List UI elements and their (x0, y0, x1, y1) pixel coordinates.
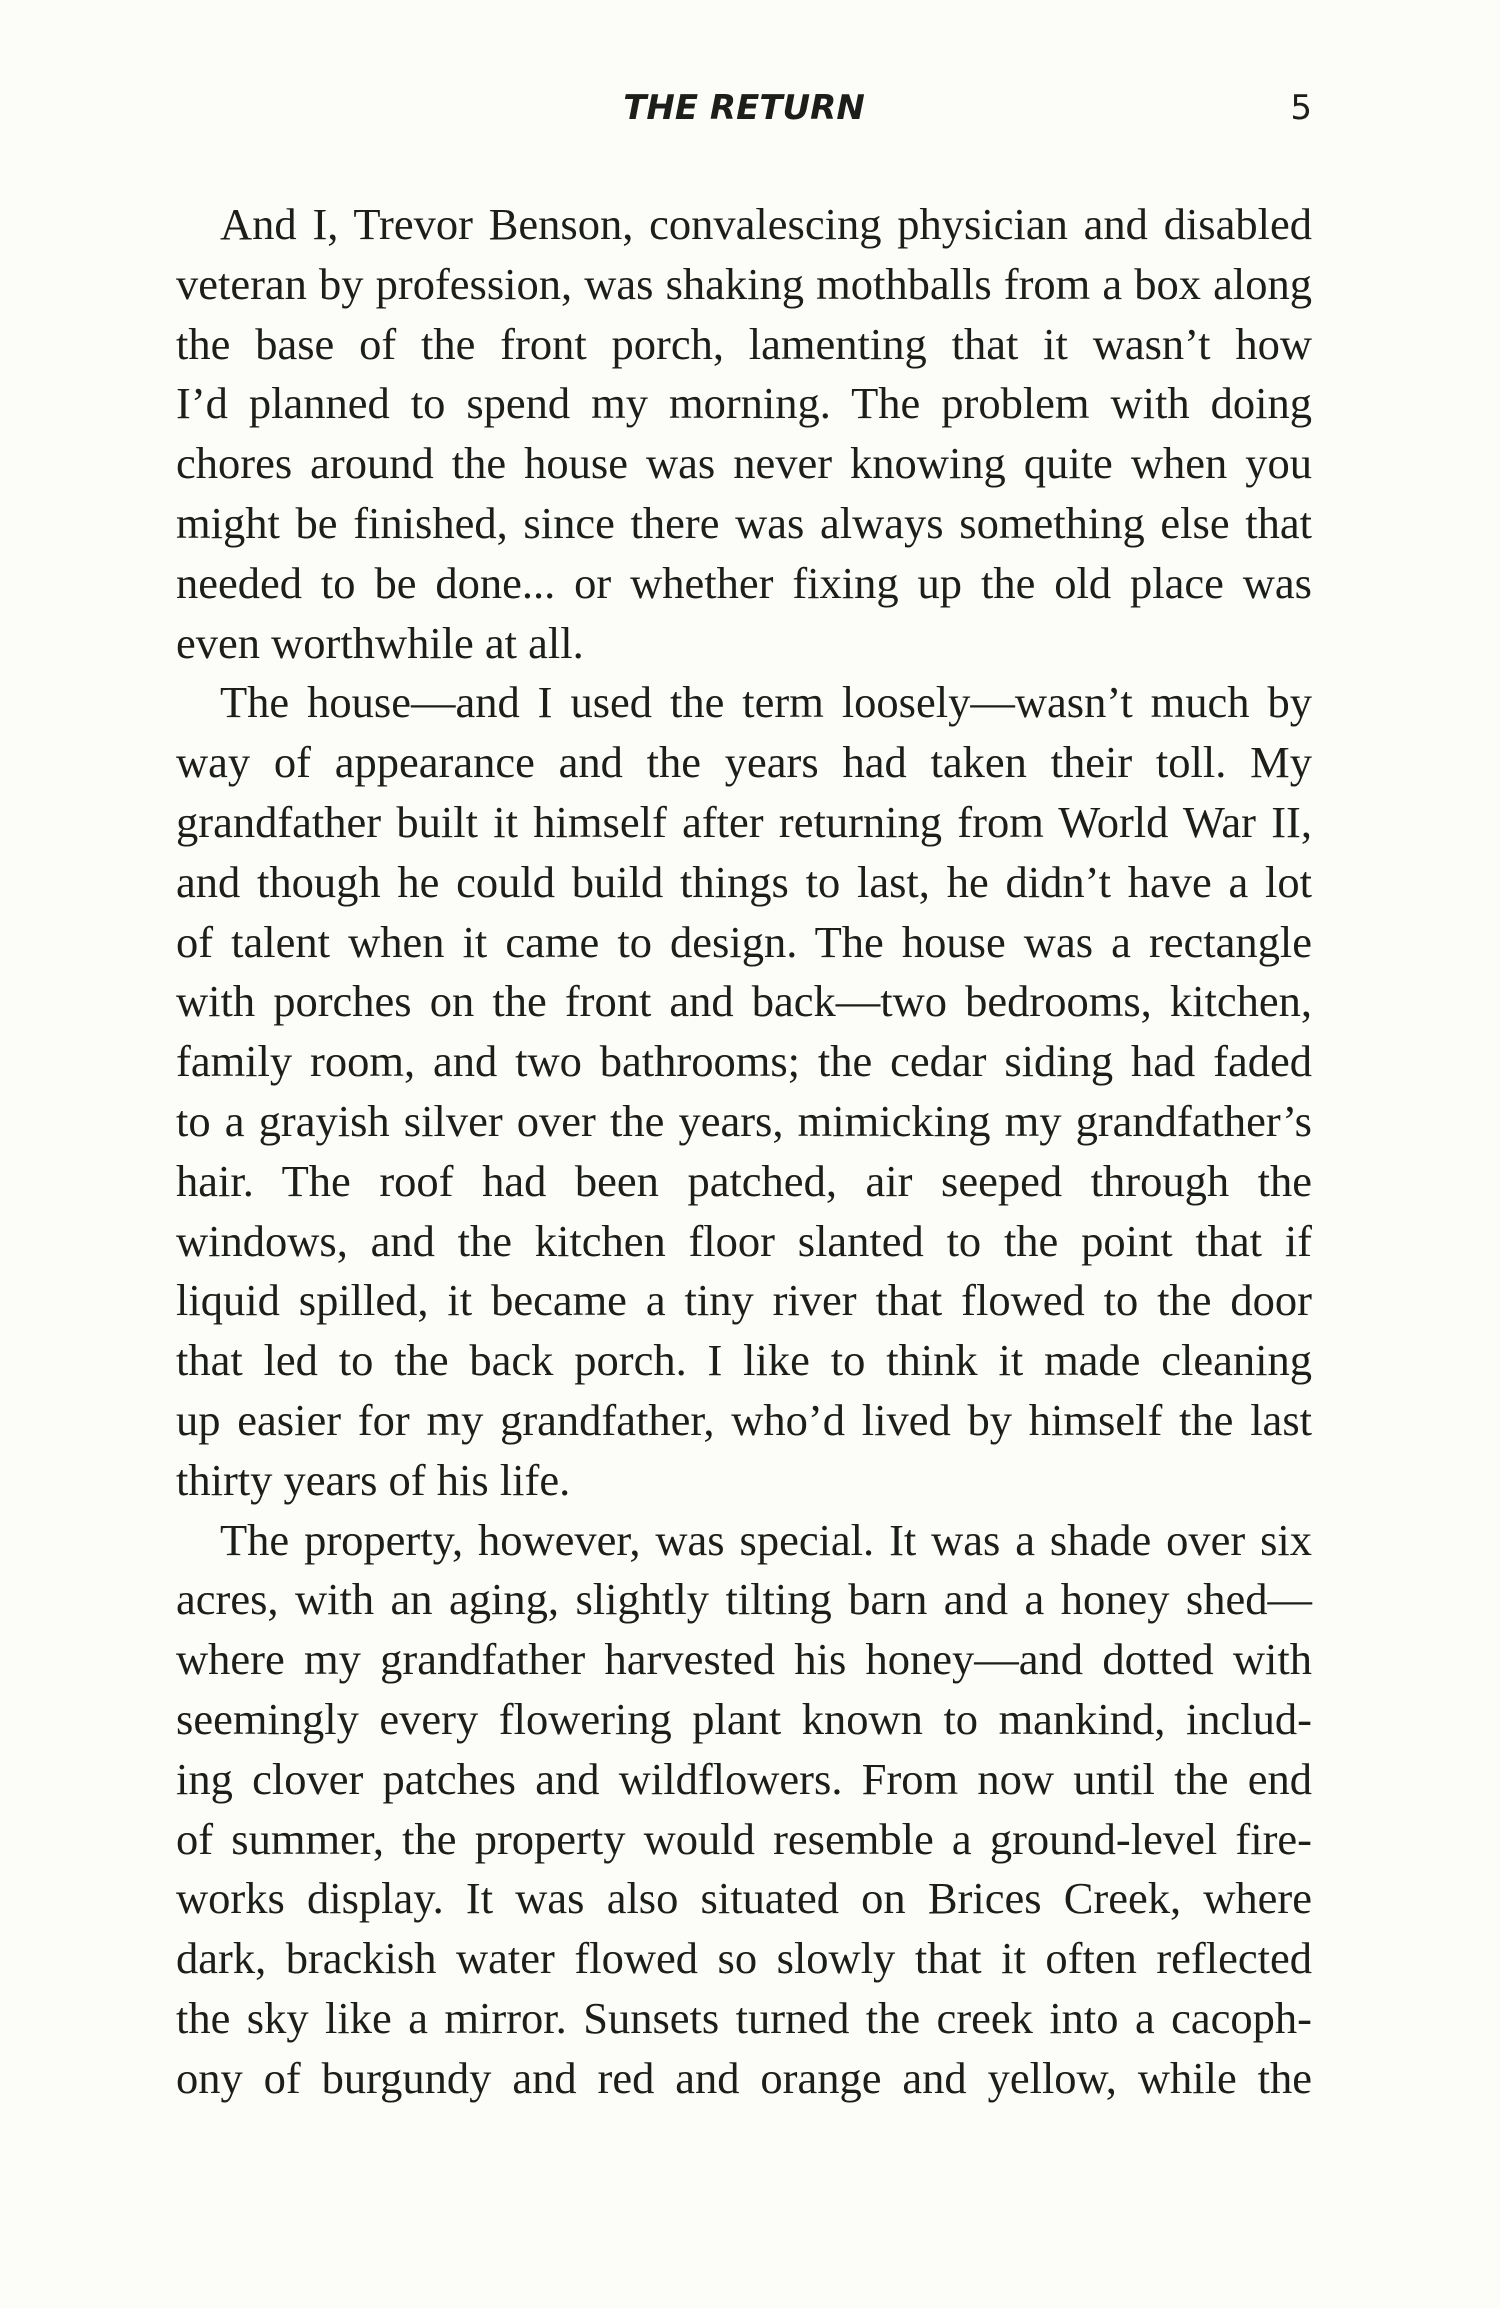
text-line: and though he could build things to last, he didn’t have a lot (176, 856, 1312, 907)
text-line: up easier for my grandfather, who’d lived by himself the last (176, 1394, 1312, 1445)
running-head (176, 88, 1312, 138)
text-line: to a grayish silver over the years, mimicking my grandfather’s (176, 1095, 1312, 1146)
text-line: The property, however, was special. It was a shade over six (220, 1514, 1312, 1565)
text-line: I’d planned to spend my morning. The problem with doing (176, 378, 1312, 429)
text-line: chores around the house was never knowing quite when you (176, 438, 1312, 489)
text-line: seemingly every flowering plant known to mankind, includ- (176, 1693, 1312, 1744)
body-text (176, 195, 1312, 2109)
text-line: works display. It was also situated on Brices Creek, where (176, 1873, 1312, 1924)
text-line: ing clover patches and wildflowers. From now until the end (176, 1753, 1312, 1804)
text-line: ony of burgundy and red and orange and yellow, while the (176, 2052, 1312, 2103)
text-line: of talent when it came to design. The house was a rectangle (176, 916, 1312, 967)
text-line: of summer, the property would resemble a ground-level fire- (176, 1813, 1312, 1864)
text-line: acres, with an aging, slightly tilting barn and a honey shed— (176, 1574, 1312, 1625)
text-line: grandfather built it himself after returning from World War II, (176, 796, 1312, 847)
text-line: thirty years of his life. (176, 1454, 571, 1505)
text-line: dark, brackish water flowed so slowly that it often reflected (176, 1933, 1312, 1984)
page-number: 5 (1290, 88, 1312, 128)
paragraph-3 (176, 1511, 1312, 2109)
text-line: And I, Trevor Benson, convalescing physician and disabled (220, 199, 1312, 249)
paragraph-1 (176, 195, 1312, 673)
text-line: the base of the front porch, lamenting that it wasn’t how (176, 318, 1312, 369)
text-line: with porches on the front and back—two bedrooms, kitchen, (176, 976, 1312, 1027)
running-title: THE RETURN (623, 88, 865, 128)
text-line: the sky like a mirror. Sunsets turned the creek into a cacoph- (176, 1992, 1312, 2043)
text-line: way of appearance and the years had taken their toll. My (176, 737, 1312, 788)
text-line: that led to the back porch. I like to think it made cleaning (176, 1335, 1312, 1386)
text-line: family room, and two bathrooms; the cedar siding had faded (176, 1036, 1312, 1087)
text-line: hair. The roof had been patched, air seeped through the (176, 1155, 1312, 1206)
text-line: needed to be done... or whether fixing up the old place was (176, 557, 1312, 608)
text-line: liquid spilled, it became a tiny river that flowed to the door (176, 1275, 1312, 1326)
text-line: even worthwhile at all. (176, 617, 584, 668)
text-line: where my grandfather harvested his honey—and dotted with (176, 1634, 1312, 1685)
text-line: windows, and the kitchen floor slanted to the point that if (176, 1215, 1312, 1266)
text-line: The house—and I used the term loosely—wasn’t much by (220, 677, 1312, 728)
paragraph-2 (176, 673, 1312, 1510)
text-line: might be finished, since there was always something else that (176, 497, 1312, 548)
text-line: veteran by profession, was shaking mothballs from a box along (176, 258, 1312, 309)
